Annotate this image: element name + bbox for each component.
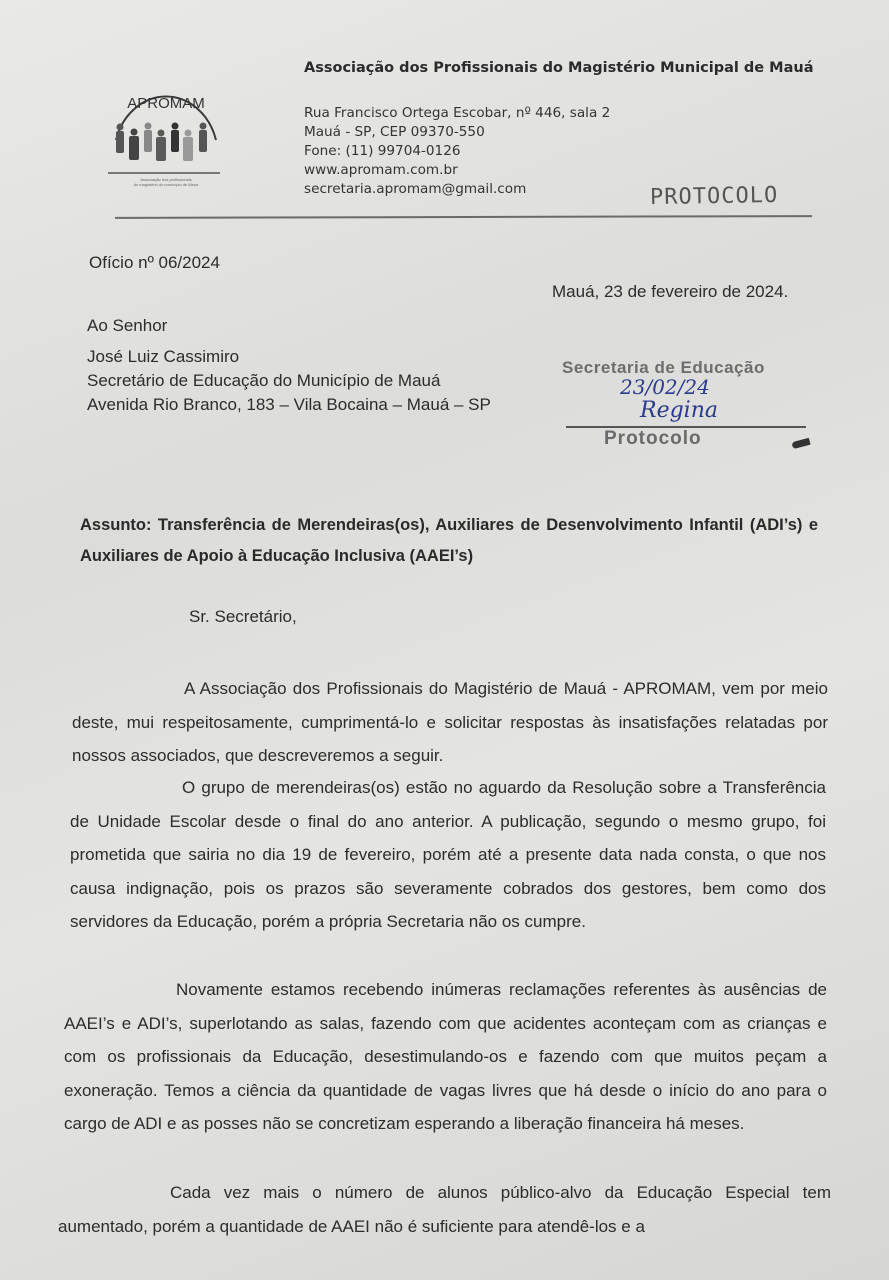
logo-text: APROMAM — [127, 95, 205, 112]
ink-mark — [791, 438, 810, 449]
recipient-title: Secretário de Educação do Município de Mauá — [87, 371, 441, 390]
svg-text:Associação dos profissionais: Associação dos profissionais — [140, 177, 192, 182]
recipient-salutation: Ao Senhor — [87, 316, 168, 335]
stamp-footer: Protocolo — [604, 428, 702, 449]
paragraph-text: Novamente estamos recebendo inúmeras reclamações referentes às ausências de AAEI’s e ADI’s, superlotando as salas, fazendo com que acidentes aconteçam com as crianças e com os profissionais da Educação, desestimulando-os e fazendo com que muitos peçam a exoneração. Temos a ciência da quantidade de vagas livres que há desde o início do ano para o cargo de ADI e as posses não se concretizam esperando a liberação financeira há meses. — [64, 980, 827, 1133]
svg-text:do magistério do município de: do magistério do município de Mauá — [133, 182, 199, 187]
recipient-block — [87, 314, 491, 417]
paragraph-1 — [72, 672, 828, 773]
apromam-logo — [108, 62, 223, 192]
paragraph-text: O grupo de merendeiras(os) estão no aguardo da Resolução sobre a Transferência de Unidade Escolar desde o final do ano anterior. A publicação, segundo o mesmo grupo, foi prometida que sairia no dia 19 de fevereiro, porém até a presente data nada consta, o que nos causa indignação, pois os prazos são severamente cobrados dos gestores, bem como dos servidores da Educação, porém a própria Secretaria não os cumpre. — [70, 778, 826, 931]
stamp-header: Secretaria de Educação — [562, 358, 765, 377]
paragraph-text: Cada vez mais o número de alunos público-alvo da Educação Especial tem aumentado, porém a quantidade de AAEI não é suficiente para atendê-los e a — [58, 1183, 831, 1236]
letter-greeting: Sr. Secretário, — [189, 607, 297, 626]
phone: Fone: (11) 99704-0126 — [304, 143, 461, 159]
paragraph-text: A Associação dos Profissionais do Magistério de Mauá - APROMAM, vem por meio deste, mui respeitosamente, cumprimentá-lo e solicitar respostas às insatisfações relatadas por nossos associados, que descreveremos a seguir. — [72, 679, 828, 765]
letter-date: Mauá, 23 de fevereiro de 2024. — [552, 282, 789, 301]
email-link[interactable]: secretaria.apromam@gmail.com — [304, 181, 527, 197]
letter-subject: Assunto: Transferência de Merendeiras(os), Auxiliares de Desenvolvimento Infantil (ADI’s) e Auxiliares de Apoio à Educação Inclusiva (AAEI’s) — [80, 516, 818, 565]
address-line-2: Mauá - SP, CEP 09370-550 — [304, 124, 485, 140]
stamp-received-date: 23/02/24 — [620, 375, 710, 399]
paragraph-2 — [70, 771, 826, 939]
header-divider — [115, 215, 812, 219]
stamp-signature: Regina — [640, 398, 718, 423]
letter-reference: Ofício nº 06/2024 — [89, 253, 220, 272]
recipient-address: Avenida Rio Branco, 183 – Vila Bocaina – Mauá – SP — [87, 395, 491, 414]
protocol-stamp — [560, 358, 820, 458]
organization-name: Associação dos Profissionais do Magistério Municipal de Mauá — [304, 60, 814, 76]
organization-contact — [304, 104, 610, 199]
address-line-1: Rua Francisco Ortega Escobar, nº 446, sala 2 — [304, 105, 611, 121]
paragraph-4 — [58, 1176, 831, 1243]
recipient-name: José Luiz Cassimiro — [87, 347, 240, 366]
website-link[interactable]: www.apromam.com.br — [304, 162, 458, 178]
handwritten-note: PROTOCOLO — [649, 182, 779, 211]
paragraph-3 — [64, 973, 827, 1141]
